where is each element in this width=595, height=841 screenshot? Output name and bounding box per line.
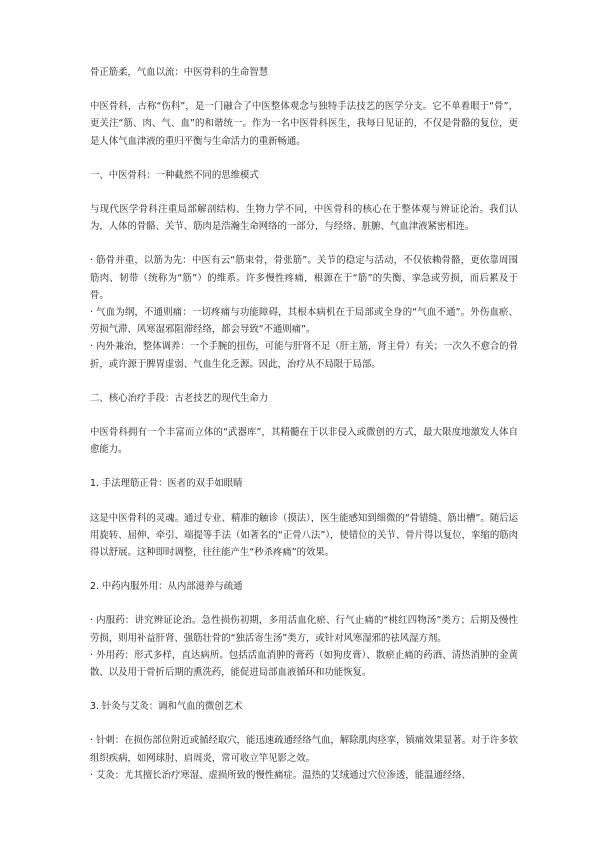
intro-paragraph: 中医骨科，古称“伤科”，是一门融合了中医整体观念与独特手法技艺的医学分支。它不单着眼于“骨”，更关注“筋、肉、气、血”的和谐统一。作为一名中医骨科医生，我每日见证的，不仅是骨骼的复位，更是人体气血津液的重归平衡与生命活力的重新畅通。 xyxy=(90,101,518,147)
sub2-heading: 2. 中药内服外用：从内部滋养与疏通 xyxy=(90,581,243,593)
sub3-bullet-2: · 艾灸：尤其擅长治疗寒湿、虚损所致的慢性痛症。温热的艾绒通过穴位渗透，能温通经络、 xyxy=(90,769,471,781)
sub2-bullet-2: · 外用药：形式多样，直达病所。包括活血消肿的膏药（如狗皮膏）、散瘀止痛的药酒、清热消肿的金黄散、以及用于骨折后期的熏洗药，能促进局部血液循环和功能恢复。 xyxy=(90,649,518,679)
sub3-heading: 3. 针灸与艾灸：调和气血的微创艺术 xyxy=(90,701,243,713)
section1-bullet-2: · 气血为纲，不通则痛：一切疼痛与功能障碍，其根本病机在于局部或全身的“气血不通”。外伤血瘀、劳损气滞、风寒湿邪阻滞经络，都会导致“不通则痛”。 xyxy=(90,307,518,336)
section2-paragraph: 中医骨科拥有一个丰富而立体的“武器库”，其精髓在于以非侵入或微创的方式，最大限度地激发人体自愈能力。 xyxy=(90,427,518,456)
section1-bullet-3: · 内外兼治，整体调养：一个手腕的扭伤，可能与肝肾不足（肝主筋，肾主骨）有关；一次久不愈合的骨折，或许源于脾胃虚弱、气血生化乏源。因此，治疗从不局限于局部。 xyxy=(90,341,518,370)
section2-heading: 二、核心治疗手段：古老技艺的现代生命力 xyxy=(90,392,269,404)
sub1-paragraph: 这是中医骨科的灵魂。通过专业、精准的触诊（摸法），医生能感知到细微的“骨错缝、筋出槽”。随后运用旋转、屈伸、牵引、端提等手法（如著名的“正骨八法”），使错位的关节、骨片得以复位，挛缩的筋肉得以舒展。这种即时调整，往往能产生“秒杀疼痛”的效果。 xyxy=(90,512,518,559)
article-title: 骨正筋柔，气血以流：中医骨科的生命智慧 xyxy=(90,67,269,78)
section1-bullet-1: · 筋骨并重，以筋为先：中医有云“筋束骨，骨张筋”。关节的稳定与活动，不仅依赖骨骼，更依靠周围筋肉、韧带（统称为“筋”）的维系。许多慢性疼痛，根源在于“筋”的失衡、挛急或劳损，而后累及于骨。 xyxy=(90,255,518,301)
sub3-bullet-1: · 针刺：在损伤部位附近或循经取穴，能迅速疏通经络气血，解除肌肉痉挛，镇痛效果显著。对于许多软组织疾病，如网球肘、肩周炎，常可收立竿见影之效。 xyxy=(90,735,518,764)
section1-paragraph: 与现代医学骨科注重局部解剖结构、生物力学不同，中医骨科的核心在于整体观与辨证论治。我们认为，人体的骨骼、关节、筋肉是浩瀚生命网络的一部分，与经络、脏腑、气血津液紧密相连。 xyxy=(90,204,518,233)
sub2-bullet-1: · 内服药：讲究辨证论治。急性损伤初期，多用活血化瘀、行气止痛的“桃红四物汤”类方；后期及慢性劳损，则用补益肝肾、强筋壮骨的“独活寄生汤”类方，或针对风寒湿邪的祛风湿方剂。 xyxy=(90,615,518,644)
sub1-heading: 1. 手法理筋正骨：医者的双手如眼睛 xyxy=(90,478,243,490)
article-body xyxy=(90,64,518,784)
section1-heading: 一、中医骨科：一种截然不同的思维模式 xyxy=(90,169,259,181)
